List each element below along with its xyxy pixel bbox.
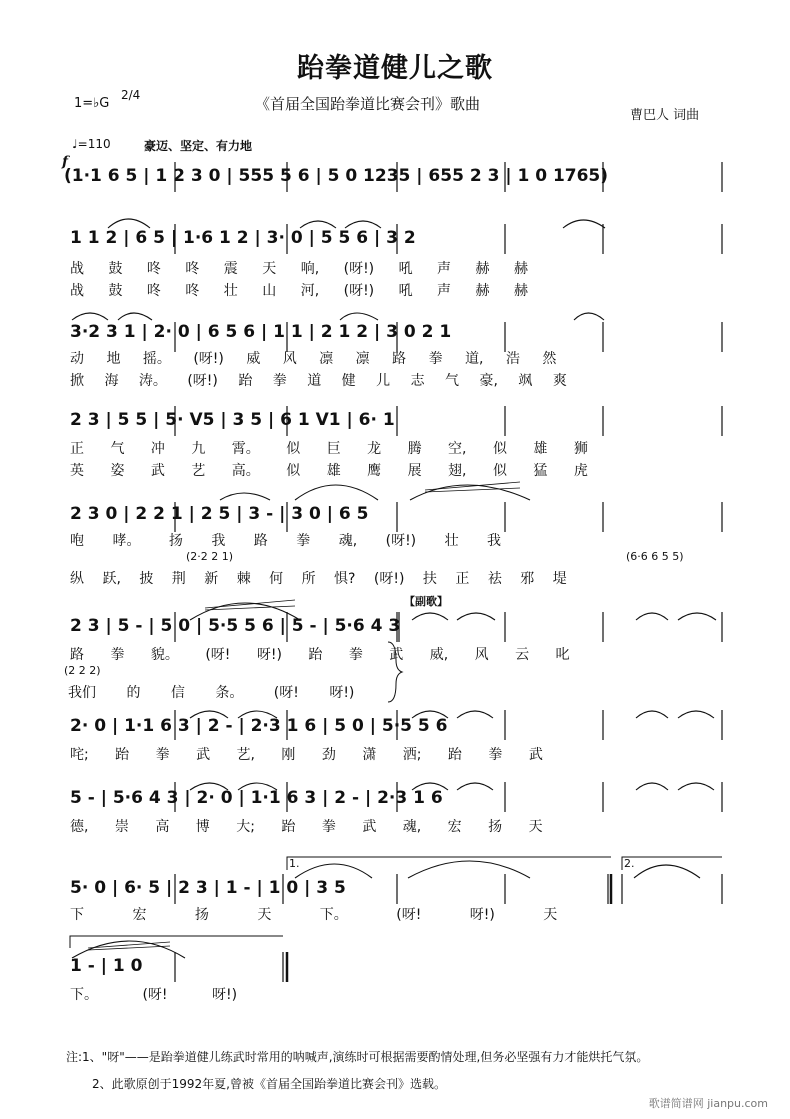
footnote-1: 注:1、"呀"——是跆拳道健儿练武时常用的呐喊声,演练时可根据需要酌情处理,但务必坚强有力才能烘托气氛。 <box>66 1050 649 1064</box>
lyrics-system-4-verse1: 正 气 冲 九 霄。 似 巨 龙 腾 空, 似 雄 狮 <box>70 441 588 457</box>
notes-system-9: 5· 0 | 6· 5 | 2 3 | 1 - | 1 0 | 3 5 <box>70 878 346 898</box>
notes-system-7: 2· 0 | 1·1 6 3 | 2 - | 2·3 1 6 | 5 0 | 5·5 5 6 <box>70 716 448 736</box>
tempo-marking: ♩=110 <box>72 137 111 151</box>
lyrics-system-3-verse1: 动 地 摇。 (呀!) 威 风 凛 凛 路 拳 道, 浩 然 <box>70 351 557 367</box>
footnote-2: 2、此歌原创于1992年夏,曾被《首届全国跆拳道比赛会刊》选载。 <box>92 1077 446 1091</box>
lyrics-system-2-verse2: 战 鼓 咚 咚 壮 山 河, (呀!) 吼 声 赫 赫 <box>70 283 528 299</box>
notes-system-10: 1 - | 1 0 <box>70 956 143 976</box>
notes-system-3: 3·2 3 1 | 2· 0 | 6 5 6 | 1 1 | 2 1 2 | 3 0 2 1 <box>70 322 452 342</box>
notes-system-4: 2 3 | 5 5 | 5· V5 | 3 5 | 6 1 V1 | 6· 1 <box>70 410 395 430</box>
lyrics-system-7: 咤; 跆 拳 武 艺, 刚 劲 潇 洒; 跆 拳 武 <box>70 747 543 763</box>
notes-system-5: 2 3 0 | 2 2 1 | 2 5 | 3 - | 3 0 | 6 5 <box>70 504 369 524</box>
variant-notes-right: (6·6 6 5 5) <box>626 550 684 563</box>
lyrics-system-4-verse2: 英 姿 武 艺 高。 似 雄 鹰 展 翅, 似 猛 虎 <box>70 463 588 479</box>
lyrics-system-6-verse2: 我们 的 信 条。 (呀! 呀!) <box>68 685 355 701</box>
site-watermark: 歌谱简谱网 jianpu.com <box>648 1097 768 1110</box>
notes-system-1: (1·1 6 5 | 1 2 3 0 | 555 5 6 | 5 0 1235 | 655 2 3 | 1 0 1765) <box>64 166 609 186</box>
lyrics-system-5-verse2: 纵 跃, 披 荆 新 棘 何 所 惧? (呀!) 扶 正 祛 邪 堤 <box>70 571 567 587</box>
notes-system-6: 2 3 | 5 - | 5 0 | 5·5 5 6 | 5 - | 5·6 4 3 <box>70 616 401 636</box>
lyrics-system-3-verse2: 掀 海 涛。 (呀!) 跆 拳 道 健 儿 志 气 豪, 飒 爽 <box>70 373 567 389</box>
time-signature: 2/4 <box>121 88 141 102</box>
song-subtitle: 《首届全国跆拳道比赛会刊》歌曲 <box>255 95 481 113</box>
lyrics-system-9: 下 宏 扬 天 下。 (呀! 呀!) 天 <box>70 907 558 923</box>
chorus-label: 【副歌】 <box>404 595 448 608</box>
song-title: 跆拳道健儿之歌 <box>297 53 493 84</box>
volta-1-label: 1. <box>289 857 300 870</box>
dynamic-marking: f <box>62 154 69 170</box>
author-credit: 曹巴人 词曲 <box>630 108 700 123</box>
variant-notes-left: (2·2 2 1) <box>186 550 234 563</box>
volta-brackets <box>70 857 722 948</box>
lyrics-system-5-verse1: 咆 哮。 扬 我 路 拳 魂, (呀!) 壮 我 <box>70 533 502 549</box>
lyrics-system-10: 下。 (呀! 呀!) <box>70 987 238 1003</box>
lyrics-system-6-verse1: 路 拳 貌。 (呀! 呀!) 跆 拳 武 威, 风 云 叱 <box>70 647 570 663</box>
key-signature: 1=♭G <box>74 96 110 111</box>
variant-notes-chorus: (2 2 2) <box>64 664 101 677</box>
notes-system-8: 5 - | 5·6 4 3 | 2· 0 | 1·1 6 3 | 2 - | 2·3 1 6 <box>70 788 443 808</box>
volta-2-label: 2. <box>624 857 635 870</box>
lyrics-system-2-verse1: 战 鼓 咚 咚 震 天 响, (呀!) 吼 声 赫 赫 <box>70 261 528 277</box>
notes-system-2: 1 1 2 | 6 5 | 1·6 1 2 | 3· 0 | 5 5 6 | 3 2 <box>70 228 416 248</box>
expression-marking: 豪迈、坚定、有力地 <box>144 139 253 153</box>
lyrics-system-8: 德, 崇 高 博 大; 跆 拳 武 魂, 宏 扬 天 <box>70 819 543 835</box>
